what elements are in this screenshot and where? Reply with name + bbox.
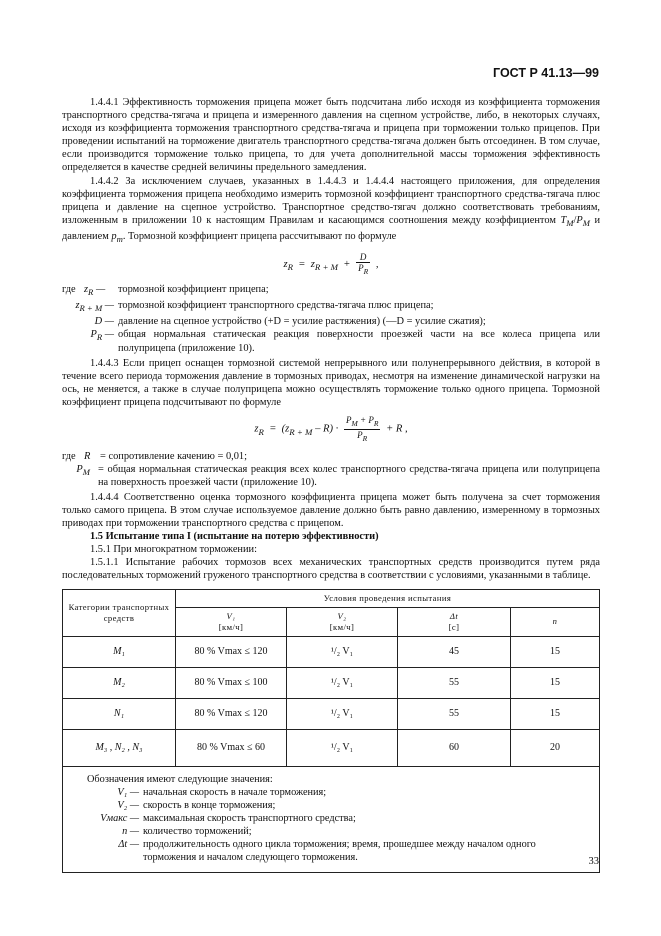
definitions-1 (62, 283, 600, 355)
note-row: Δt — продолжительность одного цикла торможения; время, прошедшее между началом одного торможения и началом следующего торможения. (118, 838, 536, 863)
definition-row: где $z_R$ — тормозной коэффициент прицепа; (62, 283, 269, 298)
paragraph-1-4-4-3: 1.4.4.3 Если прицеп оснащен тормозной системой непрерывного или полунепрерывного действия, в которой в течение всего периода торможения давление в тормозных приводах, несмотря на изменение динамической нагрузки на ось, не меняется, а также в случае полуприцепа можно осуществлять торможение только одного прицепа. Тормозной коэффициент прицепа подсчитывают по формуле (62, 357, 600, 408)
section-heading-1-5: 1.5 Испытание типа I (испытание на потерю эффективности) (90, 531, 379, 543)
definitions-2 (62, 450, 600, 489)
note-row: V₂ — скорость в конце торможения; (117, 799, 276, 811)
test-conditions-table (62, 589, 600, 873)
page-content (62, 96, 600, 873)
col-header-conditions: Условия проведения испытания (176, 589, 600, 607)
table-row: M₂ 80 % Vmax ≤ 100 ¹/₂ V₁ 55 15 (63, 667, 600, 698)
table-row: M₁ 80 % Vmax ≤ 120 ¹/₂ V₁ 45 15 (63, 636, 600, 667)
paragraph-1-4-4-2-part-b: и давлением (62, 214, 600, 243)
formula-2-fraction: $\frac{P_M + P_R}{P_R}$ (345, 414, 379, 443)
definition-row: $z_{R + M}$ — тормозной коэффициент транспортного средства-тягача плюс прицепа; (75, 300, 434, 314)
col-header-v2: V₂ [км/ч] (287, 607, 398, 636)
standard-header: ГОСТ Р 41.13—99 (493, 66, 599, 80)
table-row: M₃ , N₂ , N₃ 80 % Vmax ≤ 60 ¹/₂ V₁ 60 20 (63, 729, 600, 766)
col-header-n: n (511, 607, 600, 636)
paragraph-1-5-1: 1.5.1 При многократном торможении: (90, 544, 257, 556)
paragraph-1-4-4-1: 1.4.4.1 Эффективность торможения прицепа может быть подсчитана либо исходя из коэффициента торможения транспортного средства-тягача и прицепа и измеренного давления на сцепном устройстве, либо, в некоторых случаях, исходя из коэффициента торможения транспортного средства-тягача и прицепа при торможении только прицепов. При проведении испытаний на торможение двигатель транспортного средства-тягача должен быть отсоединен. В том случае, если производится торможение только прицепа, то для учета дополнительной массы торможения эффективность определяется в качестве средней величины предельного замедления. (62, 97, 600, 174)
definition-row: где R = сопротивление качению = 0,01; (62, 450, 248, 462)
formula-1-fraction: $\frac{D}{P_R}$ (358, 252, 369, 276)
formula-1: $z_R = z_{R + M}$ + $\frac{D}{P_R}$ , (283, 252, 379, 276)
page-number: 33 (588, 856, 599, 867)
definition-row: $P_M$ = общая нормальная статическая реакция всех колес транспортного средства-тягача прицепа или полуприцепа на поверхность проезжей части (приложение 10). (76, 463, 600, 488)
paragraph-1-5-1-1: 1.5.1.1 Испытание рабочих тормозов всех механических транспортных средств производится путем ряда последовательных торможений груженого транспортного средства в соответствии с условиями, указанными в таблице. (62, 557, 600, 582)
paragraph-1-4-4-4: 1.4.4.4 Соответственно оценка тормозного коэффициента прицепа может быть получена за счет торможения только самого прицепа. В этом случае используемое давление должно быть равно давлению, измеренному в тормозных приводах при торможении транспортного средства с прицепом. (62, 491, 600, 530)
paragraph-1-4-4-2-part-a: 1.4.4.2 За исключением случаев, указанных в 1.4.4.3 и 1.4.4.4 настоящего приложения, для определения коэффициента торможения прицепа необходимо измерить тормозной коэффициент транспортного средства-тягача плюс прицепа и давление на сцепное устройство. Транспортное средство-тягач должно соответствовать требованиям, изложенным в приложении 10 к настоящим Правилам и касающимся соотношения между коэффициентом (62, 175, 600, 226)
definition-row: $P_R$ — общая нормальная статическая реакция поверхности проезжей части на все колеса прицепа или полуприцепа (приложение 10). (90, 329, 600, 354)
note-row: n — количество торможений; (122, 825, 252, 837)
col-header-category: Категории транспортных средств (63, 589, 176, 636)
formula-2: $z_R = (z_{R + M} - R)$ · $\frac{P_M + P_R}{P_R}$ + R , (254, 414, 408, 443)
col-header-dt: Δt [с] (398, 607, 511, 636)
col-header-v1: V₁ [км/ч] (176, 607, 287, 636)
paragraph-1-4-4-2: 1.4.4.2 За исключением случаев, указанных в 1.4.4.3 и 1.4.4.4 настоящего приложения, для определения коэффициента торможения прицепа необходимо измерить тормозной коэффициент транспортного средства-тягача плюс прицепа и давление на сцепное устройство. Транспортное средство-тягач должно соответствовать требованиям, изложенным в приложении 10 к настоящим Правилам и касающимся соотношения между коэффициентом $T_M/P_M$ и давлением $p_m$. Тормозной коэффициент прицепа рассчитывают по формуле (62, 175, 600, 245)
table-notes: Обозначения имеют следующие значения: V₁ — начальная скорость в начале торможения; V₂ — скорость в конце торможения; Vмакс — максимальная скорость транспортного средства; n — количество торможений; Δt — продолжительность одного цикла торможения; время, прошедшее между началом одного торможения и началом следующего торможения. (63, 766, 600, 872)
definition-row: D — давление на сцепное устройство (+D = усилие растяжения) (—D = усилие сжатия); (94, 316, 486, 328)
note-row: Vмакс — максимальная скорость транспортного средства; (100, 812, 356, 824)
table-row: N₁ 80 % Vmax ≤ 120 ¹/₂ V₁ 55 15 (63, 698, 600, 729)
note-row: V₁ — начальная скорость в начале торможения; (117, 786, 327, 798)
paragraph-1-4-4-2-part-c: . Тормозной коэффициент прицепа рассчитывают по формуле (122, 231, 397, 243)
